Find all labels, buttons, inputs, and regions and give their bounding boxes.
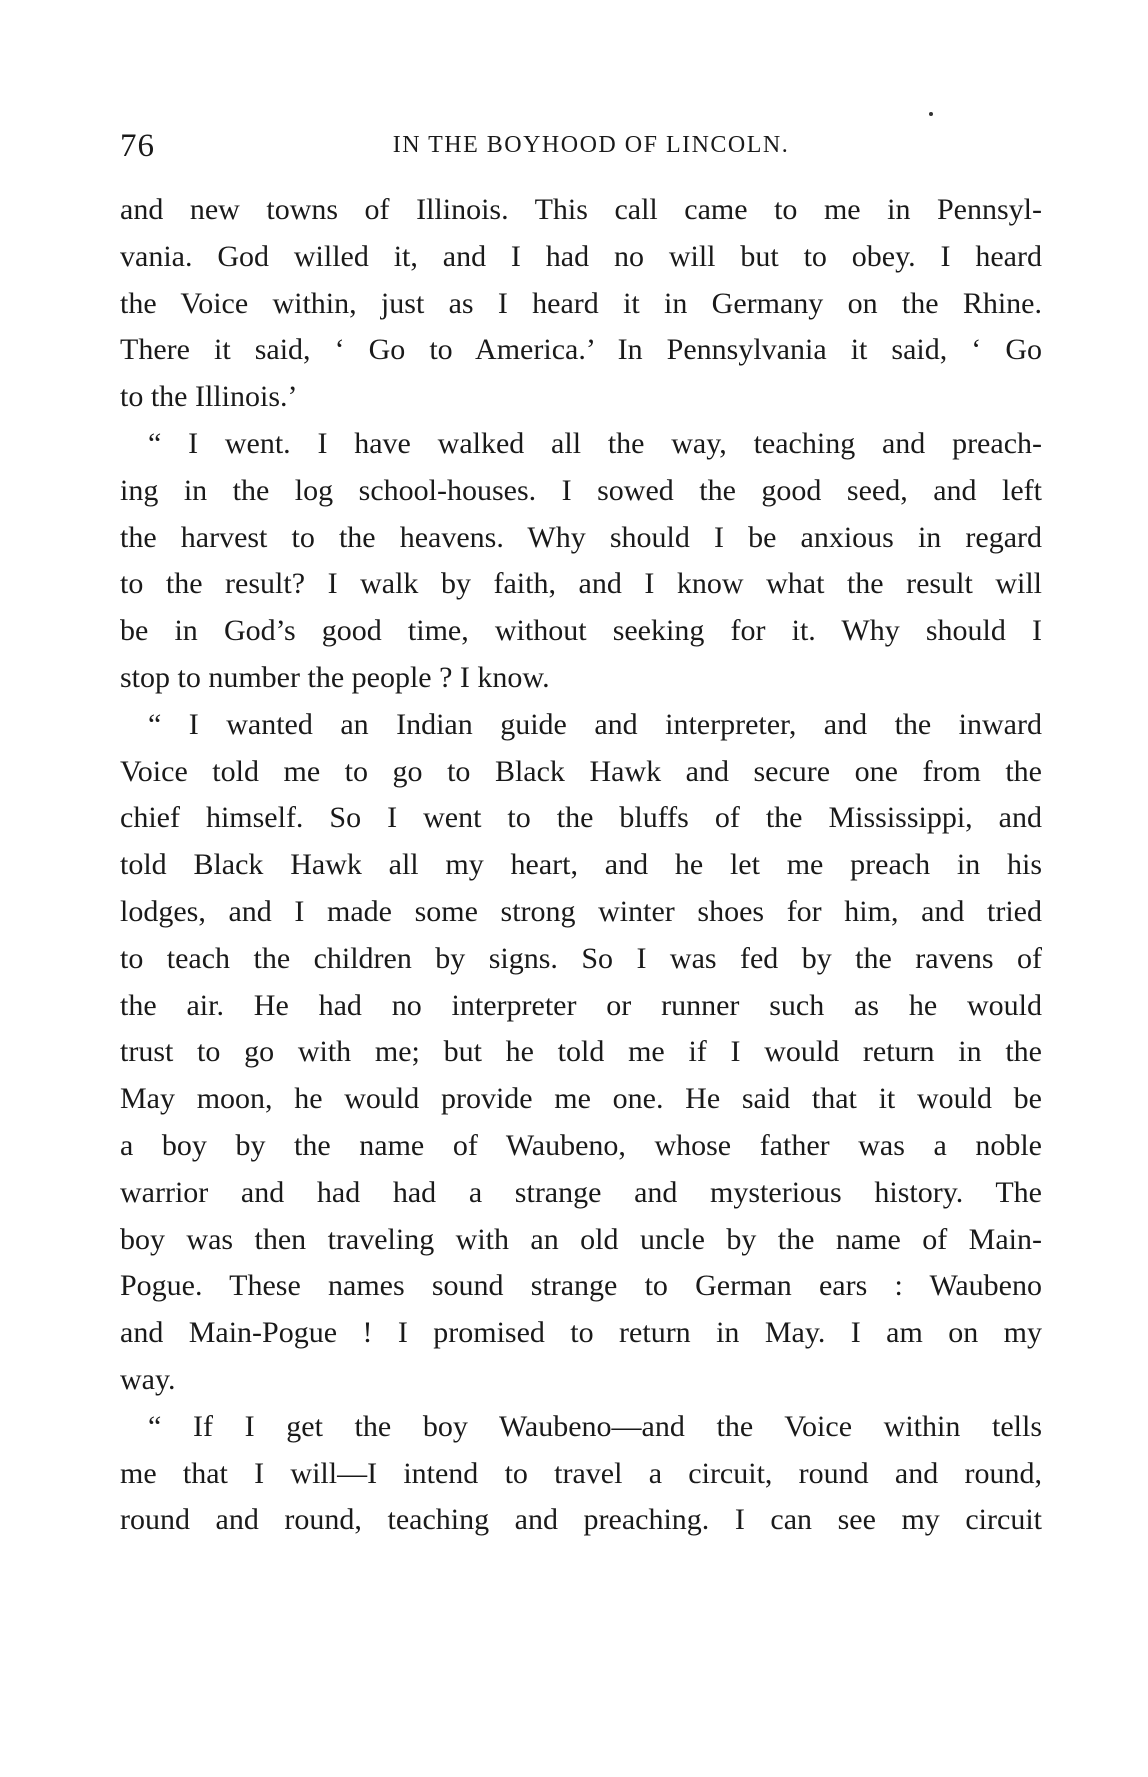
text-line: There it said, ‘ Go to America.’ In Pennsylvania it said, ‘ Go — [120, 333, 1042, 367]
text-line: the air. He had no interpreter or runner such as he would — [120, 988, 1042, 1022]
text-line: and Main-Pogue ! I promised to return in May. I am on my — [120, 1316, 1042, 1350]
text-line: a boy by the name of Waubeno, whose father was a noble — [120, 1128, 1042, 1162]
text-line: boy was then traveling with an old uncle by the name of Main- — [120, 1222, 1042, 1256]
text-line: trust to go with me; but he told me if I would return in the — [120, 1035, 1042, 1069]
text-line: May moon, he would provide me one. He said that it would be — [120, 1082, 1042, 1116]
text-line: and new towns of Illinois. This call came to me in Pennsyl- — [120, 193, 1042, 226]
text-line: ing in the log school-houses. I sowed the good seed, and left — [120, 473, 1042, 507]
text-line: to teach the children by signs. So I was fed by the ravens of — [120, 941, 1042, 975]
text-line: be in God’s good time, without seeking for it. Why should I — [120, 614, 1042, 648]
text-line: way. — [120, 1362, 176, 1396]
text-line: Pogue. These names sound strange to German ears : Waubeno — [120, 1269, 1042, 1303]
text-line: chief himself. So I went to the bluffs of the Mississippi, and — [120, 801, 1042, 835]
text-line: stop to number the people ? I know. — [120, 660, 550, 694]
text-line: warrior and had had a strange and mysterious history. The — [120, 1175, 1042, 1209]
text-line: vania. God willed it, and I had no will but to obey. I heard — [120, 239, 1042, 273]
text-line: lodges, and I made some strong winter shoes for him, and tried — [120, 894, 1042, 928]
text-line: to the Illinois.’ — [120, 380, 298, 414]
text-line: to the result? I walk by faith, and I know what the result will — [120, 567, 1042, 601]
text-line: “ I went. I have walked all the way, teaching and preach- — [148, 426, 1042, 460]
text-line: the harvest to the heavens. Why should I be anxious in regard — [120, 520, 1042, 554]
text-line: told Black Hawk all my heart, and he let me preach in his — [120, 848, 1042, 882]
text-line: “ If I get the boy Waubeno—and the Voice within tells — [148, 1409, 1042, 1443]
text-line: me that I will—I intend to travel a circuit, round and round, — [120, 1456, 1042, 1490]
page-number: 76 — [120, 128, 155, 164]
text-line: the Voice within, just as I heard it in Germany on the Rhine. — [120, 286, 1042, 320]
body-text — [120, 187, 1042, 1544]
running-title: IN THE BOYHOOD OF LINCOLN. — [392, 132, 790, 158]
print-speck — [929, 112, 933, 116]
text-line: Voice told me to go to Black Hawk and secure one from the — [120, 754, 1042, 788]
text-line: round and round, teaching and preaching. I can see my circuit — [120, 1503, 1042, 1537]
text-line: “ I wanted an Indian guide and interpreter, and the inward — [148, 707, 1042, 741]
running-head — [120, 128, 1042, 168]
